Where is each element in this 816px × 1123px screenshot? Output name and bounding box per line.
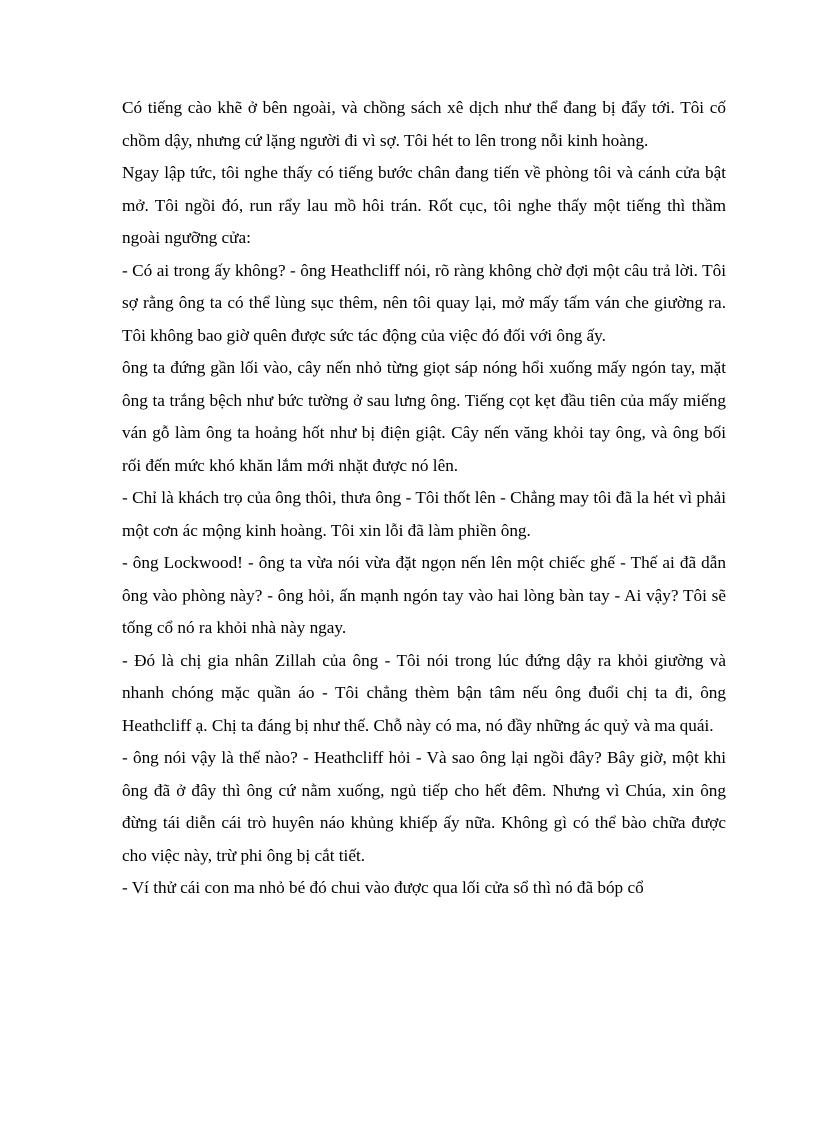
paragraph-4: ông ta đứng gần lối vào, cây nến nhỏ từng giọt sáp nóng hổi xuống mấy ngón tay, mặt ông ta trắng bệch như bức tường ở sau lưng ông. Tiếng cọt kẹt đầu tiên của mấy miếng ván gỗ làm ông ta hoảng hốt như bị điện giật. Cây nến văng khỏi tay ông, và ông bối rối đến mức khó khăn lắm mới nhặt được nó lên.	[122, 358, 726, 475]
paragraph-1: Có tiếng cào khẽ ở bên ngoài, và chồng sách xê dịch như thể đang bị đẩy tới. Tôi cố chồm dậy, nhưng cứ lặng người đi vì sợ. Tôi hét to lên trong nỗi kinh hoàng.	[122, 98, 726, 150]
paragraph-8: - ông nói vậy là thế nào? - Heathcliff hỏi - Và sao ông lại ngồi đây? Bây giờ, một khi ông đã ở đây thì ông cứ nằm xuống, ngủ tiếp cho hết đêm. Nhưng vì Chúa, xin ông đừng tái diễn cái trò huyên náo khủng khiếp ấy nữa. Không gì có thể bào chữa được cho việc này, trừ phi ông bị cắt tiết.	[122, 748, 726, 865]
document-page	[122, 92, 726, 905]
paragraph-2: Ngay lập tức, tôi nghe thấy có tiếng bước chân đang tiến về phòng tôi và cánh cửa bật mở. Tôi ngồi đó, run rẩy lau mồ hôi trán. Rốt cục, tôi nghe thấy một tiếng thì thầm ngoài ngưỡng cửa:	[122, 163, 726, 247]
paragraph-7: - Đó là chị gia nhân Zillah của ông - Tôi nói trong lúc đứng dậy ra khỏi giường và nhanh chóng mặc quần áo - Tôi chẳng thèm bận tâm nếu ông đuổi chị ta đi, ông Heathcliff ạ. Chị ta đáng bị như thế. Chỗ này có ma, nó đầy những ác quỷ và ma quái.	[122, 650, 726, 735]
paragraph-9: - Ví thử cái con ma nhỏ bé đó chui vào được qua lối cửa sổ thì nó đã bóp cổ	[122, 878, 644, 897]
paragraph-5: - Chỉ là khách trọ của ông thôi, thưa ông - Tôi thốt lên - Chẳng may tôi đã la hét vì phải một cơn ác mộng kinh hoàng. Tôi xin lỗi đã làm phiền ông.	[122, 488, 726, 540]
paragraph-3: - Có ai trong ấy không? - ông Heathcliff nói, rõ ràng không chờ đợi một câu trả lời. Tôi sợ rằng ông ta có thể lùng sục thêm, nên tôi quay lại, mở mấy tấm ván che giường ra. Tôi không bao giờ quên được sức tác động của việc đó đối với ông ấy.	[122, 260, 726, 345]
paragraph-6: - ông Lockwood! - ông ta vừa nói vừa đặt ngọn nến lên một chiếc ghế - Thế ai đã dẫn ông vào phòng này? - ông hỏi, ấn mạnh ngón tay vào hai lòng bàn tay - Ai vậy? Tôi sẽ tống cổ nó ra khỏi nhà này ngay.	[122, 553, 726, 637]
